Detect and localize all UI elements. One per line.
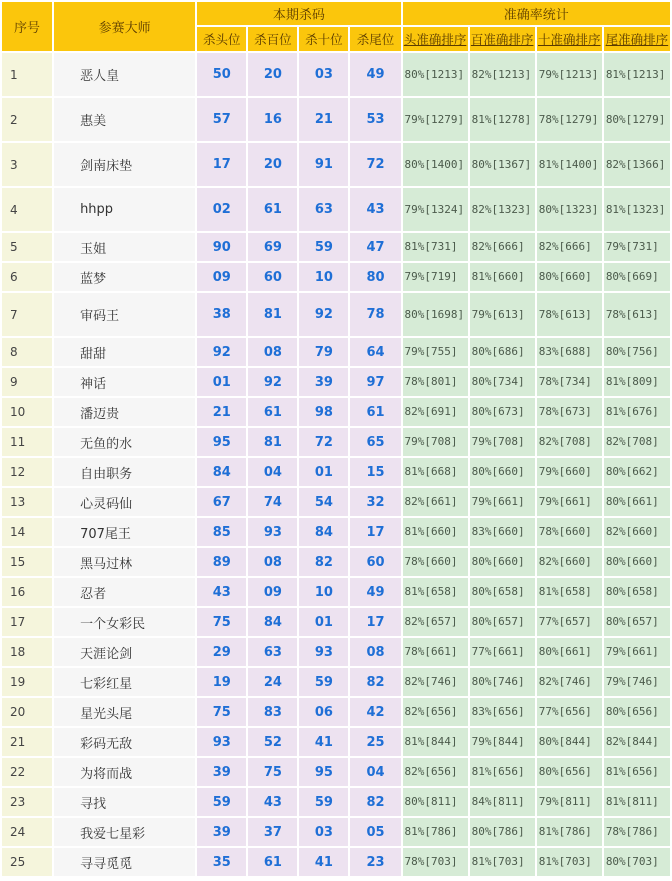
master-name: 惠美 [54, 98, 195, 141]
master-name: 蓝梦 [54, 263, 195, 291]
kill-head-value: 39 [197, 758, 246, 786]
sort-tail-accuracy-link[interactable]: 尾准确排序 [604, 27, 670, 51]
master-name: 自由职务 [54, 458, 195, 486]
kill-hundred-value: 81 [248, 293, 297, 336]
kill-head-value: 19 [197, 668, 246, 696]
master-name: 审码王 [54, 293, 195, 336]
row-number: 9 [2, 368, 52, 396]
row-number: 12 [2, 458, 52, 486]
kill-ten-value: 93 [299, 638, 348, 666]
master-name: 寻找 [54, 788, 195, 816]
row-number: 14 [2, 518, 52, 546]
master-name: 神话 [54, 368, 195, 396]
ten-accuracy-value: 81%[1400] [537, 143, 602, 186]
hundred-accuracy-value: 80%[786] [470, 818, 535, 846]
master-name: 天涯论剑 [54, 638, 195, 666]
ten-accuracy-value: 80%[660] [537, 263, 602, 291]
master-name: 潘迈贵 [54, 398, 195, 426]
table-row [2, 488, 670, 516]
row-number: 23 [2, 788, 52, 816]
table-row [2, 53, 670, 96]
head-accuracy-value: 81%[731] [403, 233, 468, 261]
master-name: 七彩红星 [54, 668, 195, 696]
hundred-accuracy-value: 79%[661] [470, 488, 535, 516]
kill-hundred-value: 75 [248, 758, 297, 786]
head-accuracy-value: 80%[1400] [403, 143, 468, 186]
ten-accuracy-value: 82%[666] [537, 233, 602, 261]
kill-ten-value: 10 [299, 263, 348, 291]
kill-hundred-value: 61 [248, 188, 297, 231]
hundred-accuracy-value: 79%[844] [470, 728, 535, 756]
ten-accuracy-value: 78%[613] [537, 293, 602, 336]
table-row [2, 518, 670, 546]
tail-accuracy-value: 81%[811] [604, 788, 670, 816]
kill-hundred-value: 08 [248, 338, 297, 366]
kill-ten-value: 91 [299, 143, 348, 186]
kill-tail-value: 61 [350, 398, 400, 426]
tail-accuracy-value: 79%[661] [604, 638, 670, 666]
ten-accuracy-value: 80%[844] [537, 728, 602, 756]
row-number: 4 [2, 188, 52, 231]
kill-tail-value: 25 [350, 728, 400, 756]
master-name: 寻寻觅觅 [54, 848, 195, 876]
row-number: 8 [2, 338, 52, 366]
ten-accuracy-value: 80%[661] [537, 638, 602, 666]
head-accuracy-value: 81%[668] [403, 458, 468, 486]
ten-accuracy-value: 78%[673] [537, 398, 602, 426]
hundred-accuracy-value: 80%[660] [470, 548, 535, 576]
kill-head-value: 09 [197, 263, 246, 291]
kill-hundred-value: 16 [248, 98, 297, 141]
kill-hundred-value: 83 [248, 698, 297, 726]
kill-tail-value: 60 [350, 548, 400, 576]
table-row [2, 368, 670, 396]
kill-tail-value: 17 [350, 608, 400, 636]
kill-tail-value: 82 [350, 668, 400, 696]
ten-accuracy-value: 78%[734] [537, 368, 602, 396]
hundred-accuracy-value: 80%[686] [470, 338, 535, 366]
hundred-accuracy-value: 80%[660] [470, 458, 535, 486]
header-stats-group: 准确率统计 [403, 2, 670, 25]
row-number: 20 [2, 698, 52, 726]
tail-accuracy-value: 79%[746] [604, 668, 670, 696]
ten-accuracy-value: 82%[746] [537, 668, 602, 696]
master-name: 无鱼的水 [54, 428, 195, 456]
master-name: 707尾王 [54, 518, 195, 546]
head-accuracy-value: 82%[661] [403, 488, 468, 516]
kill-ten-value: 54 [299, 488, 348, 516]
hundred-accuracy-value: 83%[660] [470, 518, 535, 546]
kill-tail-value: 47 [350, 233, 400, 261]
head-accuracy-value: 78%[801] [403, 368, 468, 396]
kill-head-value: 92 [197, 338, 246, 366]
head-accuracy-value: 81%[658] [403, 578, 468, 606]
hundred-accuracy-value: 81%[656] [470, 758, 535, 786]
kill-tail-value: 17 [350, 518, 400, 546]
kill-tail-value: 78 [350, 293, 400, 336]
kill-ten-value: 21 [299, 98, 348, 141]
tail-accuracy-value: 80%[662] [604, 458, 670, 486]
table-row [2, 338, 670, 366]
kill-hundred-value: 24 [248, 668, 297, 696]
row-number: 15 [2, 548, 52, 576]
kill-head-value: 89 [197, 548, 246, 576]
kill-ten-value: 03 [299, 818, 348, 846]
ten-accuracy-value: 79%[1213] [537, 53, 602, 96]
kill-ten-value: 84 [299, 518, 348, 546]
table-row [2, 788, 670, 816]
hundred-accuracy-value: 81%[1278] [470, 98, 535, 141]
kill-hundred-value: 20 [248, 143, 297, 186]
ten-accuracy-value: 81%[786] [537, 818, 602, 846]
kill-tail-value: 65 [350, 428, 400, 456]
kill-tail-value: 43 [350, 188, 400, 231]
tail-accuracy-value: 82%[660] [604, 518, 670, 546]
sort-hundred-accuracy-link[interactable]: 百准确排序 [470, 27, 535, 51]
head-accuracy-value: 79%[1279] [403, 98, 468, 141]
kill-ten-value: 10 [299, 578, 348, 606]
kill-head-value: 93 [197, 728, 246, 756]
tail-accuracy-value: 81%[656] [604, 758, 670, 786]
kill-ten-value: 01 [299, 458, 348, 486]
hundred-accuracy-value: 80%[746] [470, 668, 535, 696]
tail-accuracy-value: 78%[613] [604, 293, 670, 336]
table-row [2, 608, 670, 636]
table-row [2, 728, 670, 756]
hundred-accuracy-value: 80%[658] [470, 578, 535, 606]
tail-accuracy-value: 80%[669] [604, 263, 670, 291]
kill-tail-value: 49 [350, 53, 400, 96]
head-accuracy-value: 78%[661] [403, 638, 468, 666]
head-accuracy-value: 82%[746] [403, 668, 468, 696]
row-number: 18 [2, 638, 52, 666]
table-row [2, 698, 670, 726]
master-name: hhpp [54, 188, 195, 231]
tail-accuracy-value: 82%[1366] [604, 143, 670, 186]
kill-ten-value: 06 [299, 698, 348, 726]
tail-accuracy-value: 80%[756] [604, 338, 670, 366]
kill-head-value: 01 [197, 368, 246, 396]
master-name: 星光头尾 [54, 698, 195, 726]
kill-head-value: 75 [197, 698, 246, 726]
head-accuracy-value: 81%[660] [403, 518, 468, 546]
master-name: 黑马过林 [54, 548, 195, 576]
sort-ten-accuracy-link[interactable]: 十准确排序 [537, 27, 602, 51]
table-row [2, 548, 670, 576]
table-row [2, 143, 670, 186]
kill-head-value: 50 [197, 53, 246, 96]
kill-hundred-value: 84 [248, 608, 297, 636]
kill-head-value: 95 [197, 428, 246, 456]
kill-head-value: 43 [197, 578, 246, 606]
row-number: 7 [2, 293, 52, 336]
tail-accuracy-value: 81%[1323] [604, 188, 670, 231]
kill-hundred-value: 93 [248, 518, 297, 546]
kill-hundred-value: 37 [248, 818, 297, 846]
ten-accuracy-value: 77%[656] [537, 698, 602, 726]
kill-hundred-value: 08 [248, 548, 297, 576]
kill-tail-value: 05 [350, 818, 400, 846]
row-number: 22 [2, 758, 52, 786]
kill-hundred-value: 60 [248, 263, 297, 291]
kill-ten-value: 79 [299, 338, 348, 366]
master-name: 忍者 [54, 578, 195, 606]
sort-head-accuracy-link[interactable]: 头准确排序 [403, 27, 468, 51]
kill-tail-value: 64 [350, 338, 400, 366]
hundred-accuracy-value: 80%[734] [470, 368, 535, 396]
kill-head-value: 59 [197, 788, 246, 816]
ten-accuracy-value: 77%[657] [537, 608, 602, 636]
head-accuracy-value: 79%[708] [403, 428, 468, 456]
master-name: 我爱七星彩 [54, 818, 195, 846]
row-number: 6 [2, 263, 52, 291]
table-row [2, 668, 670, 696]
kill-head-value: 17 [197, 143, 246, 186]
master-name: 一个女彩民 [54, 608, 195, 636]
master-name: 彩码无敌 [54, 728, 195, 756]
kill-hundred-value: 43 [248, 788, 297, 816]
hundred-accuracy-value: 80%[673] [470, 398, 535, 426]
head-accuracy-value: 79%[755] [403, 338, 468, 366]
kill-hundred-value: 92 [248, 368, 297, 396]
table-row [2, 818, 670, 846]
kill-hundred-value: 74 [248, 488, 297, 516]
header-kill-head: 杀头位 [197, 27, 246, 51]
ten-accuracy-value: 82%[708] [537, 428, 602, 456]
tail-accuracy-value: 80%[657] [604, 608, 670, 636]
kill-head-value: 84 [197, 458, 246, 486]
kill-hundred-value: 20 [248, 53, 297, 96]
master-name: 心灵码仙 [54, 488, 195, 516]
hundred-accuracy-value: 83%[656] [470, 698, 535, 726]
kill-tail-value: 49 [350, 578, 400, 606]
kill-tail-value: 97 [350, 368, 400, 396]
head-accuracy-value: 82%[691] [403, 398, 468, 426]
header-kill-group: 本期杀码 [197, 2, 400, 25]
row-number: 11 [2, 428, 52, 456]
tail-accuracy-value: 78%[786] [604, 818, 670, 846]
head-accuracy-value: 81%[844] [403, 728, 468, 756]
table-row [2, 233, 670, 261]
master-name: 甜甜 [54, 338, 195, 366]
tail-accuracy-value: 79%[731] [604, 233, 670, 261]
head-accuracy-value: 78%[660] [403, 548, 468, 576]
ten-accuracy-value: 81%[703] [537, 848, 602, 876]
master-name: 恶人皇 [54, 53, 195, 96]
header-kill-tail: 杀尾位 [350, 27, 400, 51]
table-row [2, 188, 670, 231]
kill-ten-value: 98 [299, 398, 348, 426]
hundred-accuracy-value: 79%[613] [470, 293, 535, 336]
kill-tail-value: 04 [350, 758, 400, 786]
hundred-accuracy-value: 79%[708] [470, 428, 535, 456]
row-number: 1 [2, 53, 52, 96]
kill-head-value: 67 [197, 488, 246, 516]
row-number: 10 [2, 398, 52, 426]
kill-hundred-value: 61 [248, 398, 297, 426]
table-row [2, 428, 670, 456]
hundred-accuracy-value: 81%[703] [470, 848, 535, 876]
head-accuracy-value: 79%[1324] [403, 188, 468, 231]
table-row [2, 758, 670, 786]
header-kill-hundred: 杀百位 [248, 27, 297, 51]
table-row [2, 398, 670, 426]
row-number: 3 [2, 143, 52, 186]
table-row [2, 98, 670, 141]
tail-accuracy-value: 81%[676] [604, 398, 670, 426]
table-body [2, 53, 670, 876]
table-row [2, 578, 670, 606]
row-number: 19 [2, 668, 52, 696]
kill-hundred-value: 09 [248, 578, 297, 606]
table-row [2, 638, 670, 666]
kill-head-value: 85 [197, 518, 246, 546]
kill-tail-value: 42 [350, 698, 400, 726]
ten-accuracy-value: 78%[660] [537, 518, 602, 546]
kill-ten-value: 59 [299, 233, 348, 261]
tail-accuracy-value: 81%[1213] [604, 53, 670, 96]
kill-hundred-value: 04 [248, 458, 297, 486]
kill-head-value: 90 [197, 233, 246, 261]
kill-ten-value: 39 [299, 368, 348, 396]
hundred-accuracy-value: 80%[657] [470, 608, 535, 636]
kill-tail-value: 82 [350, 788, 400, 816]
row-number: 13 [2, 488, 52, 516]
hundred-accuracy-value: 82%[666] [470, 233, 535, 261]
ten-accuracy-value: 79%[811] [537, 788, 602, 816]
table-row [2, 458, 670, 486]
kill-hundred-value: 61 [248, 848, 297, 876]
hundred-accuracy-value: 84%[811] [470, 788, 535, 816]
row-number: 25 [2, 848, 52, 876]
tail-accuracy-value: 80%[703] [604, 848, 670, 876]
kill-head-value: 57 [197, 98, 246, 141]
kill-tail-value: 08 [350, 638, 400, 666]
kill-hundred-value: 81 [248, 428, 297, 456]
kill-head-value: 29 [197, 638, 246, 666]
tail-accuracy-value: 80%[661] [604, 488, 670, 516]
tail-accuracy-value: 81%[809] [604, 368, 670, 396]
kill-ten-value: 59 [299, 788, 348, 816]
ten-accuracy-value: 80%[1323] [537, 188, 602, 231]
tail-accuracy-value: 80%[660] [604, 548, 670, 576]
row-number: 24 [2, 818, 52, 846]
kill-ten-value: 41 [299, 728, 348, 756]
kill-tail-value: 72 [350, 143, 400, 186]
header-no: 序号 [2, 2, 52, 51]
tail-accuracy-value: 80%[658] [604, 578, 670, 606]
kill-ten-value: 03 [299, 53, 348, 96]
master-name: 为将而战 [54, 758, 195, 786]
table-row [2, 293, 670, 336]
kill-head-value: 21 [197, 398, 246, 426]
kill-ten-value: 82 [299, 548, 348, 576]
kill-ten-value: 63 [299, 188, 348, 231]
table-row [2, 848, 670, 876]
header-master: 参赛大师 [54, 2, 195, 51]
kill-hundred-value: 52 [248, 728, 297, 756]
kill-head-value: 38 [197, 293, 246, 336]
head-accuracy-value: 81%[786] [403, 818, 468, 846]
kill-ten-value: 72 [299, 428, 348, 456]
head-accuracy-value: 80%[1213] [403, 53, 468, 96]
kill-ten-value: 92 [299, 293, 348, 336]
kill-tail-value: 23 [350, 848, 400, 876]
kill-tail-value: 53 [350, 98, 400, 141]
kill-hundred-value: 63 [248, 638, 297, 666]
ten-accuracy-value: 81%[658] [537, 578, 602, 606]
head-accuracy-value: 79%[719] [403, 263, 468, 291]
master-name: 玉姐 [54, 233, 195, 261]
row-number: 17 [2, 608, 52, 636]
ten-accuracy-value: 79%[661] [537, 488, 602, 516]
ten-accuracy-value: 82%[660] [537, 548, 602, 576]
kill-tail-value: 32 [350, 488, 400, 516]
kill-ten-value: 59 [299, 668, 348, 696]
kill-tail-value: 15 [350, 458, 400, 486]
row-number: 16 [2, 578, 52, 606]
tail-accuracy-value: 82%[708] [604, 428, 670, 456]
table-row [2, 263, 670, 291]
row-number: 2 [2, 98, 52, 141]
ten-accuracy-value: 79%[660] [537, 458, 602, 486]
header-kill-ten: 杀十位 [299, 27, 348, 51]
head-accuracy-value: 78%[703] [403, 848, 468, 876]
head-accuracy-value: 82%[657] [403, 608, 468, 636]
hundred-accuracy-value: 77%[661] [470, 638, 535, 666]
kill-head-value: 75 [197, 608, 246, 636]
row-number: 5 [2, 233, 52, 261]
tail-accuracy-value: 82%[844] [604, 728, 670, 756]
ten-accuracy-value: 80%[656] [537, 758, 602, 786]
head-accuracy-value: 82%[656] [403, 758, 468, 786]
head-accuracy-value: 80%[1698] [403, 293, 468, 336]
head-accuracy-value: 80%[811] [403, 788, 468, 816]
hundred-accuracy-value: 82%[1213] [470, 53, 535, 96]
kill-ten-value: 01 [299, 608, 348, 636]
hundred-accuracy-value: 82%[1323] [470, 188, 535, 231]
row-number: 21 [2, 728, 52, 756]
master-name: 剑南床垫 [54, 143, 195, 186]
kill-ten-value: 95 [299, 758, 348, 786]
kill-ten-value: 41 [299, 848, 348, 876]
tail-accuracy-value: 80%[656] [604, 698, 670, 726]
kill-hundred-value: 69 [248, 233, 297, 261]
kill-head-value: 02 [197, 188, 246, 231]
hundred-accuracy-value: 81%[660] [470, 263, 535, 291]
hundred-accuracy-value: 80%[1367] [470, 143, 535, 186]
tail-accuracy-value: 80%[1279] [604, 98, 670, 141]
ten-accuracy-value: 78%[1279] [537, 98, 602, 141]
ten-accuracy-value: 83%[688] [537, 338, 602, 366]
kill-tail-value: 80 [350, 263, 400, 291]
head-accuracy-value: 82%[656] [403, 698, 468, 726]
kill-head-value: 35 [197, 848, 246, 876]
kill-head-value: 39 [197, 818, 246, 846]
